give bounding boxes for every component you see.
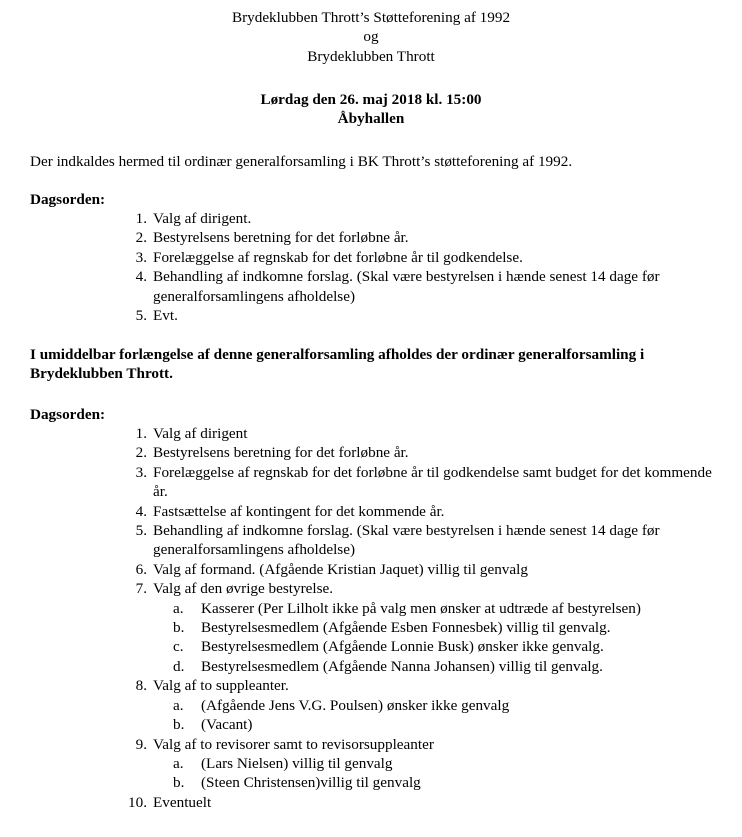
agenda-item-text: Forelæggelse af regnskab for det forløbne år til godkendelse samt budget for det kommende år. <box>153 463 712 501</box>
agenda-item-number: 9. <box>135 735 147 753</box>
meeting-location: Åbyhallen <box>337 110 405 128</box>
agenda-sub-item-text: (Steen Christensen)villig til genvalg <box>201 774 421 792</box>
agenda-sub-item-text: (Vacant) <box>201 716 253 734</box>
agenda-item-text: Fastsættelse af kontingent for det kommende år. <box>153 502 445 520</box>
agenda-item-number: 7. <box>135 580 147 598</box>
agenda-sub-item-letter: c. <box>173 638 184 656</box>
agenda-sub-item-text: Kasserer (Per Lilholt ikke på valg men ønsker at udtræde af bestyrelsen) <box>201 599 641 617</box>
agenda-item-text: Forelæggelse af regnskab for det forløbne år til godkendelse. <box>153 248 523 266</box>
agenda-item <box>135 267 728 306</box>
agenda-sub-item <box>153 754 713 773</box>
agenda-sub-item-letter: a. <box>173 696 184 714</box>
agenda-sub-item <box>153 773 713 792</box>
agenda-item-text: Eventuelt <box>153 793 212 811</box>
agenda-sub-item-text: Bestyrelsesmedlem (Afgående Nanna Johansen) villig til genvalg. <box>201 657 603 675</box>
header-line-1: Brydeklubben Thrott’s Støtteforening af 1992 <box>231 9 511 26</box>
meeting-info <box>0 90 742 129</box>
agenda-sub-item-letter: a. <box>173 599 184 617</box>
agenda-item <box>135 579 713 676</box>
agenda-item-text: Valg af to revisorer samt to revisorsuppleanter <box>153 735 434 753</box>
agenda-item <box>135 228 728 247</box>
agenda-item <box>128 793 713 812</box>
agenda-item-number: 3. <box>135 248 147 266</box>
agenda-sub-item-letter: a. <box>173 754 184 772</box>
agenda-item-text: Valg af dirigent. <box>153 210 252 227</box>
agenda-item-text: Valg af dirigent <box>153 425 248 442</box>
agenda-item-number: 1. <box>135 210 147 227</box>
agenda-item <box>135 560 713 579</box>
agenda-2-list <box>128 424 713 812</box>
agenda-sub-item-letter: b. <box>173 619 185 637</box>
agenda-item <box>135 209 728 228</box>
agenda-item <box>135 676 713 734</box>
agenda-sub-item-text: (Lars Nielsen) villig til genvalg <box>201 754 393 772</box>
agenda-1-heading: Dagsorden: <box>30 191 106 208</box>
agenda-item <box>135 463 713 502</box>
agenda-item <box>135 443 713 462</box>
agenda-item-text: Bestyrelsens beretning for det forløbne år. <box>153 229 409 247</box>
agenda-item-text: Valg af formand. (Afgående Kristian Jaquet) villig til genvalg <box>153 560 528 578</box>
agenda-sub-list <box>153 754 713 793</box>
agenda-item-number: 2. <box>135 444 147 462</box>
agenda-item-number: 1. <box>135 425 147 442</box>
agenda-sub-item-letter: b. <box>173 716 185 734</box>
agenda-item-text: Valg af den øvrige bestyrelse. <box>153 580 334 598</box>
agenda-item-number: 4. <box>135 502 147 520</box>
agenda-item-number: 3. <box>135 463 147 481</box>
agenda-item <box>135 248 728 267</box>
header-line-3: Brydeklubben Thrott <box>307 47 435 65</box>
agenda-item-number: 4. <box>135 268 147 286</box>
agenda-item <box>135 502 713 521</box>
agenda-sub-item <box>153 715 713 734</box>
agenda-item <box>135 306 728 325</box>
agenda-sub-item-text: (Afgående Jens V.G. Poulsen) ønsker ikke genvalg <box>201 696 510 714</box>
agenda-item-text: Behandling af indkomne forslag. (Skal være bestyrelsen i hænde senest 14 dage før generalforsamlingens afholdelse) <box>153 268 660 305</box>
agenda-item-number: 5. <box>135 522 147 540</box>
agenda-1-list <box>135 209 728 325</box>
agenda-sub-item <box>153 657 713 676</box>
agenda-item-number: 2. <box>135 229 147 247</box>
agenda-item-text: Valg af to suppleanter. <box>153 677 289 695</box>
agenda-item-number: 5. <box>135 307 147 325</box>
intro-paragraph: Der indkaldes hermed til ordinær generalforsamling i BK Thrott’s støtteforening af 1992. <box>30 153 573 170</box>
agenda-sub-item-text: Bestyrelsesmedlem (Afgående Lonnie Busk) ønsker ikke genvalg. <box>201 638 604 656</box>
agenda-item <box>135 735 713 793</box>
agenda-item-text: Evt. <box>153 307 178 325</box>
agenda-sub-item <box>153 637 713 656</box>
agenda-item-number: 8. <box>135 677 147 695</box>
header-line-2: og <box>363 28 379 46</box>
agenda-sub-item <box>153 618 713 637</box>
agenda-item-text: Behandling af indkomne forslag. (Skal være bestyrelsen i hænde senest 14 dage før generalforsamlingens afholdelse) <box>153 522 660 559</box>
agenda-item-number: 10. <box>128 793 147 811</box>
agenda-sub-list <box>153 599 713 677</box>
agenda-sub-item <box>153 696 713 715</box>
agenda-sub-list <box>153 696 713 735</box>
meeting-datetime: Lørdag den 26. maj 2018 kl. 15:00 <box>260 91 482 108</box>
second-intro-paragraph: I umiddelbar forlængelse af denne generalforsamling afholdes der ordinær generalforsamling i Brydeklubben Thrott. <box>30 346 645 383</box>
agenda-2-heading: Dagsorden: <box>30 406 106 423</box>
agenda-item-number: 6. <box>135 560 147 578</box>
agenda-sub-item <box>153 599 713 618</box>
agenda-item <box>135 424 713 443</box>
document-header <box>0 8 742 66</box>
agenda-sub-item-text: Bestyrelsesmedlem (Afgående Esben Fonnesbek) villig til genvalg. <box>201 619 611 637</box>
agenda-sub-item-letter: d. <box>173 657 185 675</box>
agenda-sub-item-letter: b. <box>173 774 185 792</box>
agenda-item <box>135 521 713 560</box>
agenda-item-text: Bestyrelsens beretning for det forløbne år. <box>153 444 409 462</box>
